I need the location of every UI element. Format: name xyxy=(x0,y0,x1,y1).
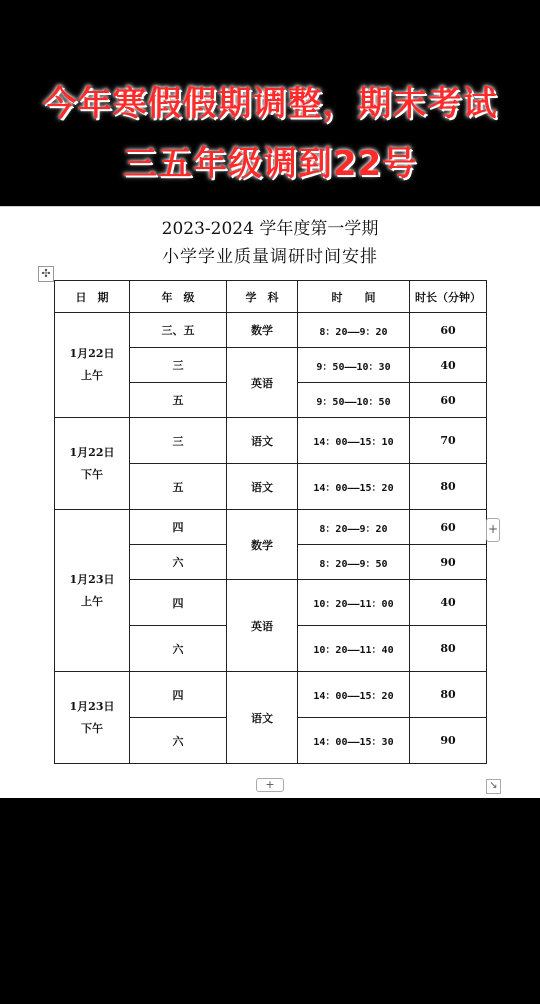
subject-cell: 语文 xyxy=(227,464,298,510)
duration-cell: 60 xyxy=(410,383,487,418)
period-label: 上午 xyxy=(81,594,103,608)
subject-cell: 数学 xyxy=(227,510,298,580)
date-label: 1月22日 xyxy=(69,347,115,360)
duration-cell: 40 xyxy=(410,348,487,383)
grade-cell: 五 xyxy=(130,464,227,510)
duration-cell: 40 xyxy=(410,580,487,626)
duration-cell: 60 xyxy=(410,313,487,348)
document-title: 2023-2024 学年度第一学期 xyxy=(161,219,379,239)
time-cell: 14：00——15：10 xyxy=(298,418,410,464)
subject-cell: 英语 xyxy=(227,580,298,672)
date-label: 1月23日 xyxy=(69,572,115,586)
period-label: 下午 xyxy=(81,721,103,735)
move-icon[interactable]: ✣ xyxy=(38,266,54,282)
time-cell: 10：20——11：00 xyxy=(298,580,410,626)
duration-cell: 70 xyxy=(410,418,487,464)
grade-cell: 三、五 xyxy=(130,313,227,348)
grade-cell: 四 xyxy=(130,580,227,626)
duration-cell: 90 xyxy=(410,545,487,580)
time-cell: 14：00——15：20 xyxy=(298,464,410,510)
grade-cell: 四 xyxy=(130,510,227,545)
table-row xyxy=(55,418,487,464)
time-cell: 9：50——10：50 xyxy=(298,383,410,418)
table-row xyxy=(55,672,487,718)
grade-cell: 五 xyxy=(130,383,227,418)
duration-cell: 80 xyxy=(410,626,487,672)
time-cell: 8：20——9：20 xyxy=(298,313,410,348)
header-grade: 年 级 xyxy=(130,281,227,313)
header-date: 日 期 xyxy=(55,281,130,313)
resize-icon[interactable]: ↘ xyxy=(486,779,501,794)
grade-cell: 三 xyxy=(130,418,227,464)
time-cell: 8：20——9：20 xyxy=(298,510,410,545)
document-page xyxy=(0,206,540,798)
header-duration: 时长（分钟） xyxy=(410,281,487,313)
subject-cell: 英语 xyxy=(227,348,298,418)
subject-cell: 语文 xyxy=(227,418,298,464)
document-subtitle: 小学学业质量调研时间安排 xyxy=(162,247,378,267)
schedule-table xyxy=(54,280,487,764)
page-top-border xyxy=(0,206,540,207)
period-label: 上午 xyxy=(81,369,103,382)
plus-icon[interactable]: + xyxy=(486,518,500,542)
time-cell: 8：20——9：50 xyxy=(298,545,410,580)
grade-cell: 三 xyxy=(130,348,227,383)
grade-cell: 六 xyxy=(130,626,227,672)
duration-cell: 90 xyxy=(410,718,487,764)
table-row xyxy=(55,510,487,545)
header-subject: 学 科 xyxy=(227,281,298,313)
date-cell xyxy=(55,510,130,672)
grade-cell: 四 xyxy=(130,672,227,718)
grade-cell: 六 xyxy=(130,718,227,764)
date-cell xyxy=(55,418,130,510)
headline-line-2: 三五年级调到22号 xyxy=(122,144,418,184)
subject-cell: 语文 xyxy=(227,672,298,764)
duration-cell: 80 xyxy=(410,464,487,510)
date-cell xyxy=(55,672,130,764)
plus-icon[interactable]: + xyxy=(256,778,284,792)
duration-cell: 60 xyxy=(410,510,487,545)
header-time: 时 间 xyxy=(298,281,410,313)
time-cell: 10：20——11：40 xyxy=(298,626,410,672)
subject-cell: 数学 xyxy=(227,313,298,348)
grade-cell: 六 xyxy=(130,545,227,580)
time-cell: 14：00——15：30 xyxy=(298,718,410,764)
table-header-row xyxy=(55,281,487,313)
period-label: 下午 xyxy=(81,467,103,481)
date-cell xyxy=(55,313,130,418)
date-label: 1月22日 xyxy=(69,445,115,459)
headline-line-1: 今年寒假假期调整，期末考试 xyxy=(42,84,498,124)
time-cell: 14：00——15：20 xyxy=(298,672,410,718)
time-cell: 9：50——10：30 xyxy=(298,348,410,383)
table-row xyxy=(55,313,487,348)
date-label: 1月23日 xyxy=(69,699,115,713)
duration-cell: 80 xyxy=(410,672,487,718)
